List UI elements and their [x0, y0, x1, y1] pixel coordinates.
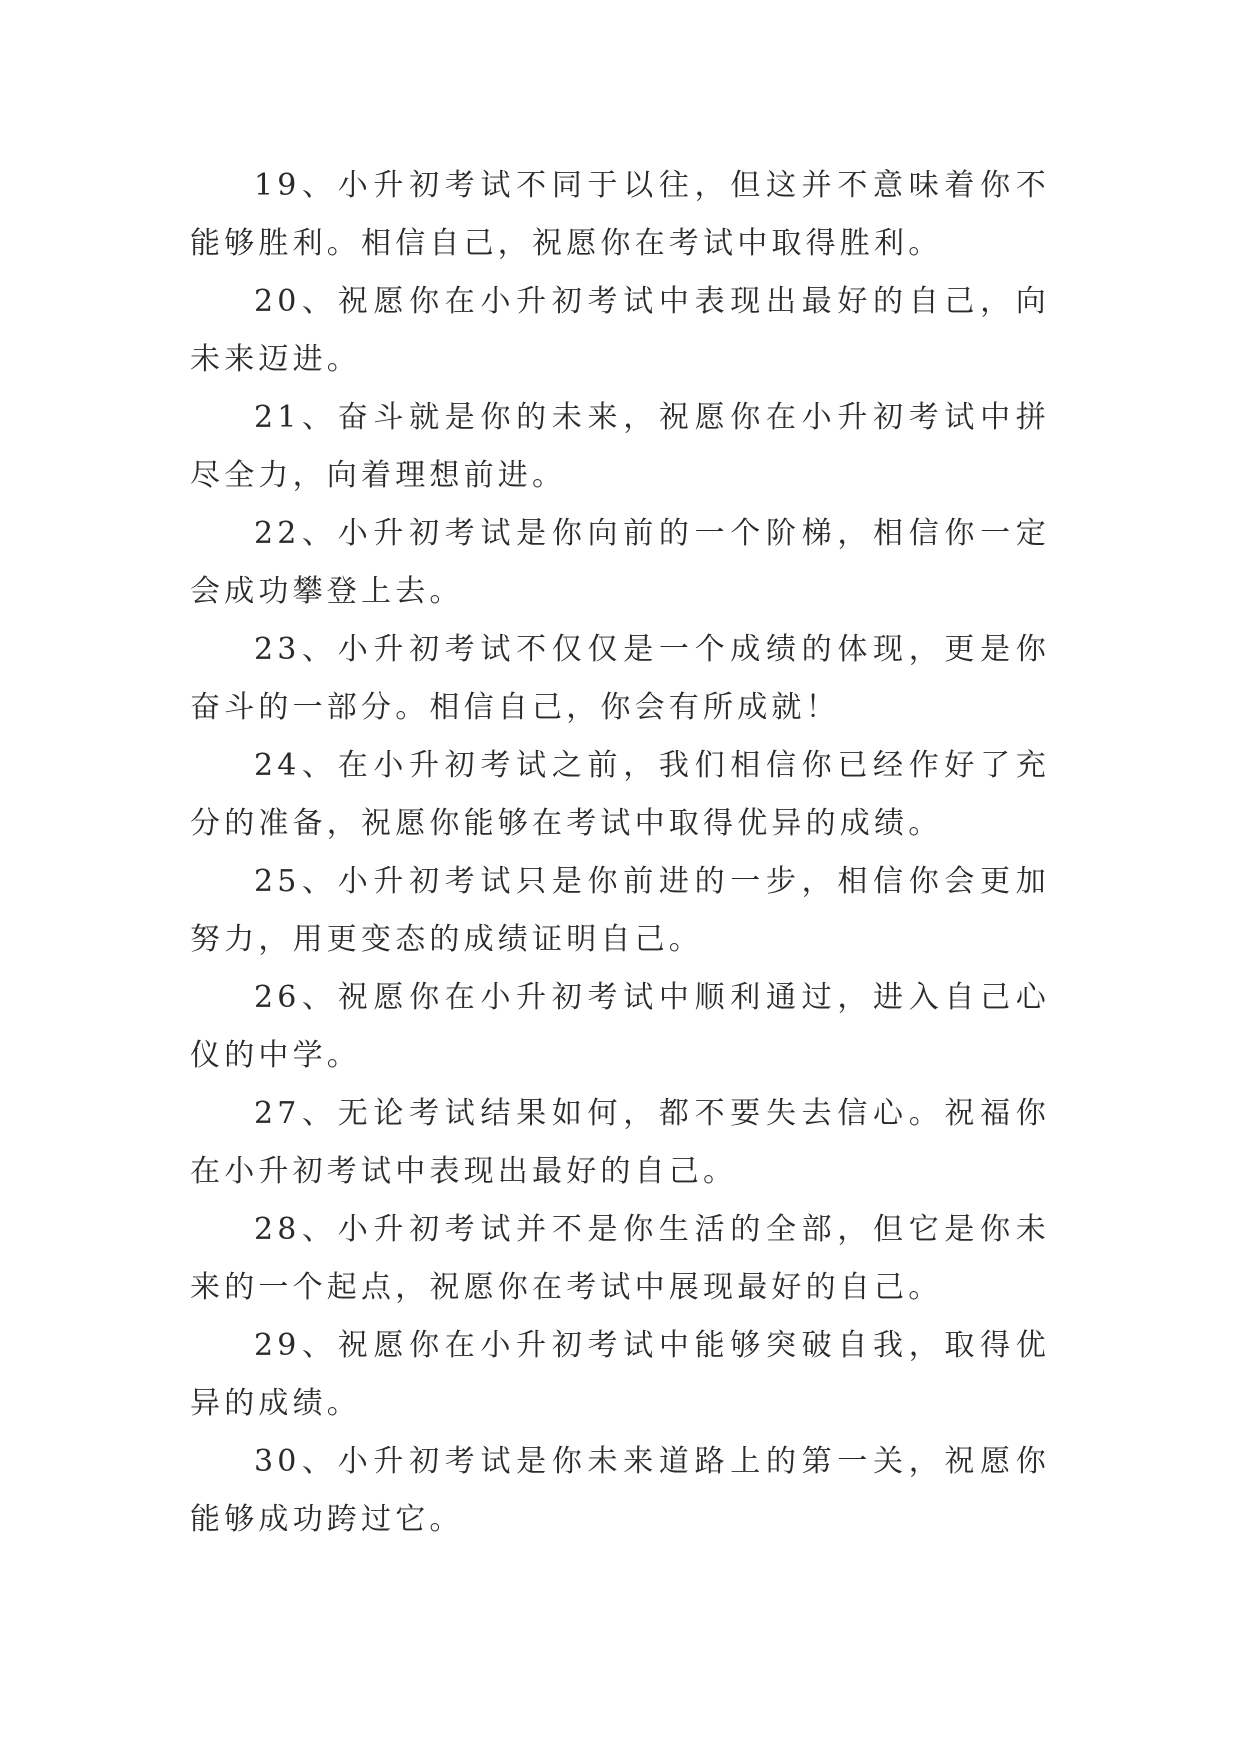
paragraph-30: 30、小升初考试是你未来道路上的第一关，祝愿你能够成功跨过它。 — [190, 1444, 1050, 1537]
paragraph-21: 21、奋斗就是你的未来，祝愿你在小升初考试中拼尽全力，向着理想前进。 — [190, 400, 1050, 493]
paragraph-20: 20、祝愿你在小升初考试中表现出最好的自己，向未来迈进。 — [190, 284, 1050, 377]
paragraph-24: 24、在小升初考试之前，我们相信你已经作好了充分的准备，祝愿你能够在考试中取得优异的成绩。 — [190, 748, 1050, 841]
document-body — [190, 157, 1050, 1549]
paragraph-29: 29、祝愿你在小升初考试中能够突破自我，取得优异的成绩。 — [190, 1328, 1050, 1421]
paragraph-26: 26、祝愿你在小升初考试中顺利通过，进入自己心仪的中学。 — [190, 980, 1050, 1073]
paragraph-27: 27、无论考试结果如何，都不要失去信心。祝福你在小升初考试中表现出最好的自己。 — [190, 1096, 1050, 1189]
paragraph-19: 19、小升初考试不同于以往，但这并不意味着你不能够胜利。相信自己，祝愿你在考试中取得胜利。 — [190, 168, 1050, 261]
paragraph-23: 23、小升初考试不仅仅是一个成绩的体现，更是你奋斗的一部分。相信自己，你会有所成就！ — [190, 632, 1050, 725]
paragraph-25: 25、小升初考试只是你前进的一步，相信你会更加努力，用更变态的成绩证明自己。 — [190, 864, 1050, 957]
paragraph-22: 22、小升初考试是你向前的一个阶梯，相信你一定会成功攀登上去。 — [190, 516, 1050, 609]
paragraph-28: 28、小升初考试并不是你生活的全部，但它是你未来的一个起点，祝愿你在考试中展现最好的自己。 — [190, 1212, 1050, 1305]
